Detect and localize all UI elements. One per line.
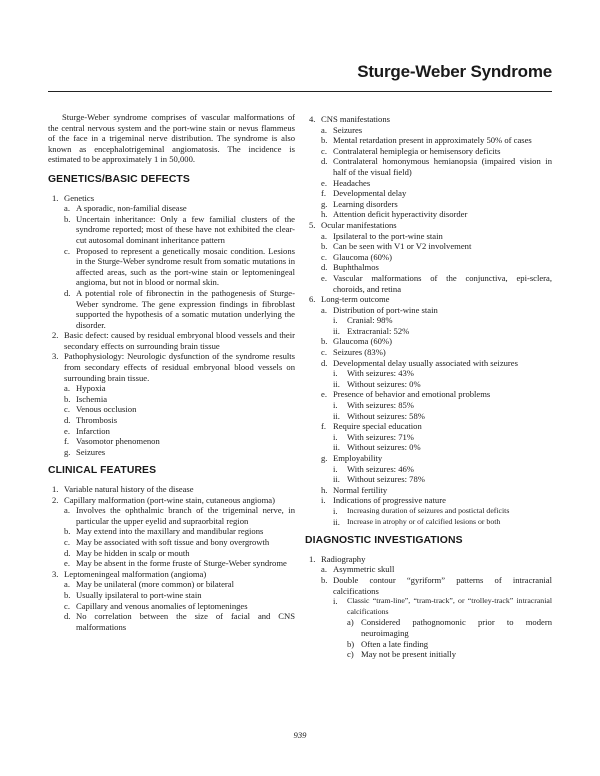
list-item (305, 453, 552, 464)
list-text: Uncertain inheritance: Only a few familial clusters of the syndrome reported; most of these have not exhibited the clear-cut autosomal dominant inheritance pattern (76, 213, 295, 245)
section-heading: GENETICS/BASIC DEFECTS (48, 173, 190, 185)
list-text: Employability (333, 453, 383, 463)
list-text: Ipsilateral to the port-wine stain (333, 230, 443, 241)
list-text: Vasomotor phenomenon (76, 436, 160, 447)
list-text: CNS manifestations (321, 114, 390, 124)
section-heading: DIAGNOSTIC INVESTIGATIONS (305, 535, 463, 547)
list-marker: d. (321, 262, 328, 273)
list-item (305, 178, 552, 189)
list-text: Ischemia (76, 393, 108, 404)
list-text: Without seizures: 58% (347, 410, 425, 421)
list-text: Genetics (64, 192, 95, 203)
list-text: Considered pathognomonic prior to modern neuroimaging (361, 617, 552, 638)
list-text: Pathophysiology: Neurologic dysfunction of the syndrome results from secondary effects of residual embryonal blood vessels on surrounding brain tissue. (64, 351, 295, 383)
list-marker: i. (333, 368, 338, 379)
list-text: May be hidden in scalp or mouth (76, 547, 190, 558)
list-marker: f. (64, 436, 70, 447)
list-item (48, 394, 295, 405)
list-item (305, 432, 552, 443)
list-marker: c. (321, 251, 327, 262)
list-text: Double contour “gyriform” patterns of intracranial calcifications (333, 574, 552, 596)
list-marker: 6. (309, 294, 316, 305)
list-marker: b. (64, 393, 71, 404)
right-list (305, 114, 552, 660)
list-text: A sporadic, non-familial disease (76, 203, 187, 214)
list-item (305, 315, 552, 326)
list-marker: e. (64, 558, 70, 569)
list-text: Seizures (333, 124, 363, 135)
list-item (48, 495, 295, 506)
list-item (48, 569, 295, 580)
list-marker: 1. (309, 553, 316, 564)
list-marker: 3. (52, 568, 59, 579)
list-text: Glaucoma (60%) (333, 336, 392, 347)
list-text: Radiography (321, 553, 366, 564)
list-text: Contralateral homonymous hemianopsia (impaired vision in half of the visual field) (333, 156, 552, 177)
list-item (305, 474, 552, 485)
list-item (48, 351, 295, 383)
list-marker: d. (64, 547, 71, 558)
list-marker: ii. (333, 325, 340, 336)
list-text: Contralateral hemiplegia or hemisensory deficits (333, 145, 501, 156)
list-text: Variable natural history of the disease (64, 484, 194, 494)
list-text: Normal fertility (333, 484, 388, 495)
list-item (305, 617, 552, 638)
list-item (305, 464, 552, 475)
list-text: Increase in atrophy or of calcified lesions or both (347, 516, 501, 526)
list-item (48, 484, 295, 495)
list-marker: d. (321, 156, 328, 167)
list-marker: c) (347, 649, 354, 660)
list-item (305, 209, 552, 220)
list-item (305, 135, 552, 146)
list-item (48, 383, 295, 394)
list-marker: f. (321, 188, 327, 199)
list-text: Ocular manifestations (321, 219, 397, 230)
list-marker: b. (321, 135, 328, 146)
list-item (48, 415, 295, 426)
list-text: Proposed to represent a genetically mosaic condition. Lesions in the Sturge-Weber syndrome result from somatic mutations in affected areas, such as the port-wine stain or leptomeningeal angioma, but not in blood or normal skin. (76, 245, 295, 288)
list-marker: ii. (333, 474, 340, 485)
list-text: Without seizures: 0% (347, 442, 421, 453)
list-marker: c. (321, 347, 327, 358)
list-item (48, 203, 295, 214)
list-item (305, 596, 552, 617)
list-text: Increasing duration of seizures and postictal deficits (347, 505, 510, 515)
list-marker: b. (64, 526, 71, 537)
list-item (305, 220, 552, 231)
list-item (305, 575, 552, 596)
list-marker: d. (64, 611, 71, 622)
list-marker: c. (64, 600, 70, 611)
list-marker: h. (321, 484, 328, 495)
list-text: With seizures: 85% (347, 400, 414, 411)
list-marker: e. (64, 425, 70, 436)
list-item (305, 273, 552, 294)
list-text: Distribution of port-wine stain (333, 304, 438, 315)
list-text: Indications of progressive nature (333, 495, 446, 506)
left-list (48, 175, 295, 632)
list-marker: a. (321, 230, 327, 241)
list-marker: a. (321, 564, 327, 575)
list-marker: c. (64, 536, 70, 547)
list-item (305, 554, 552, 565)
list-marker: d. (64, 415, 71, 426)
list-text: Mental retardation present in approximately 50% of cases (333, 135, 532, 146)
list-item (48, 526, 295, 537)
list-marker: b) (347, 638, 355, 649)
list-marker: a. (64, 203, 70, 214)
list-marker: a. (321, 124, 327, 135)
list-text: Presence of behavior and emotional problems (333, 389, 491, 400)
list-item (305, 639, 552, 650)
list-item (305, 368, 552, 379)
list-text: Without seizures: 78% (347, 474, 425, 485)
list-item (305, 421, 552, 432)
list-text: Headaches (333, 177, 371, 188)
list-text: Developmental delay usually associated with seizures (333, 357, 518, 368)
list-item (48, 214, 295, 246)
list-text: May be unilateral (more common) or bilateral (76, 579, 234, 590)
list-item (48, 288, 295, 330)
list-item (305, 389, 552, 400)
list-item (305, 379, 552, 390)
list-text: Without seizures: 0% (347, 378, 421, 389)
list-text: May be associated with soft tissue and bony overgrowth (76, 536, 270, 547)
list-marker: i. (333, 505, 338, 516)
list-item (48, 558, 295, 569)
list-marker: e. (321, 272, 327, 283)
list-item (305, 347, 552, 358)
list-item (305, 326, 552, 337)
list-text: Hypoxia (76, 383, 106, 394)
list-item (48, 590, 295, 601)
list-item (48, 601, 295, 612)
list-text: Learning disorders (333, 198, 398, 209)
list-item (305, 564, 552, 575)
list-marker: 1. (52, 192, 59, 203)
page-number: 939 (293, 730, 307, 740)
list-item (305, 231, 552, 242)
list-marker: h. (321, 209, 328, 220)
list-text: Venous occlusion (76, 404, 137, 415)
list-item (305, 400, 552, 411)
list-marker: e. (321, 389, 327, 400)
list-marker: e. (321, 177, 327, 188)
list-item (305, 442, 552, 453)
list-marker: 2. (52, 494, 59, 505)
list-marker: a) (347, 617, 354, 628)
list-item (305, 649, 552, 660)
list-text: Extracranial: 52% (347, 325, 410, 336)
list-item (48, 436, 295, 447)
list-item (305, 294, 552, 305)
list-marker: 5. (309, 219, 316, 230)
list-marker: g. (64, 446, 71, 457)
list-text: Attention deficit hyperactivity disorder (333, 209, 468, 220)
list-text: A potential role of fibronectin in the pathogenesis of Sturge-Weber syndrome. The gene expression findings in fibroblast supported the hypothesis of a somatic mutation underlying the disorder. (76, 287, 295, 330)
list-text: Developmental delay (333, 188, 407, 199)
list-text: Cranial: 98% (347, 315, 393, 326)
list-text: Infarction (76, 425, 110, 436)
list-marker: 1. (52, 484, 59, 494)
list-text: Require special education (333, 421, 422, 432)
right-column (305, 114, 552, 660)
list-marker: 2. (52, 330, 59, 341)
list-item (48, 404, 295, 415)
list-marker: ii. (333, 410, 340, 421)
list-marker: a. (321, 304, 327, 315)
list-item (305, 485, 552, 496)
list-item (305, 241, 552, 252)
list-text: Seizures (76, 446, 106, 457)
list-marker: ii. (333, 442, 340, 453)
list-item (48, 330, 295, 351)
list-marker: i. (321, 495, 326, 506)
list-marker: g. (321, 453, 328, 463)
list-text: May be absent in the forme fruste of Sturge-Weber syndrome (76, 558, 287, 569)
list-item (305, 199, 552, 210)
list-item (48, 426, 295, 437)
list-item (48, 537, 295, 548)
list-marker: b. (321, 574, 328, 585)
list-text: Seizures (83%) (333, 347, 386, 358)
list-text: Thrombosis (76, 415, 118, 426)
list-item (48, 611, 295, 632)
list-text: May not be present initially (361, 649, 456, 660)
list-marker: b. (64, 213, 71, 224)
list-marker: i. (333, 400, 338, 411)
list-marker: b. (64, 589, 71, 600)
list-item (48, 548, 295, 559)
list-marker: i. (333, 315, 338, 326)
list-marker: a. (64, 505, 70, 516)
list-item (48, 579, 295, 590)
list-marker: 4. (309, 114, 316, 124)
list-marker: b. (321, 336, 328, 347)
list-item (305, 262, 552, 273)
list-text: Often a late finding (361, 638, 429, 649)
list-text: Buphthalmos (333, 262, 379, 273)
list-item (305, 495, 552, 506)
list-item (305, 156, 552, 177)
list-item (48, 193, 295, 204)
list-text: Capillary and venous anomalies of leptomeninges (76, 600, 248, 611)
list-text: Classic “tram-line”, “tram-track”, or “trolley-track” intracranial calcifications (347, 596, 552, 616)
list-marker: i. (333, 463, 338, 474)
list-text: No correlation between the size of facial and CNS malformations (76, 611, 295, 632)
list-text: Asymmetric skull (333, 564, 395, 575)
list-text: May extend into the maxillary and mandibular regions (76, 526, 264, 537)
list-marker: f. (321, 421, 327, 432)
list-marker: c. (321, 145, 327, 156)
list-item (305, 411, 552, 422)
list-text: Usually ipsilateral to port-wine stain (76, 589, 202, 600)
title-rule (48, 91, 552, 92)
list-marker: 3. (52, 351, 59, 362)
list-marker: c. (64, 245, 70, 256)
list-marker: c. (64, 404, 70, 415)
list-marker: ii. (333, 516, 340, 527)
list-item (305, 252, 552, 263)
list-item (305, 358, 552, 369)
list-text: Involves the ophthalmic branch of the trigeminal nerve, in particular the upper eyelid and supraorbital region (76, 505, 295, 526)
list-item (305, 188, 552, 199)
list-item (48, 447, 295, 458)
list-marker: a. (64, 579, 70, 590)
list-item (48, 505, 295, 526)
list-item (305, 506, 552, 517)
list-text: Leptomeningeal malformation (angioma) (64, 568, 207, 579)
list-text: With seizures: 43% (347, 368, 414, 379)
list-item (305, 517, 552, 528)
list-item (305, 146, 552, 157)
list-item (305, 125, 552, 136)
list-marker: i. (333, 596, 338, 607)
page-title: Sturge-Weber Syndrome (357, 62, 552, 81)
list-text: Basic defect: caused by residual embryonal blood vessels and their secondary effects on surrounding brain tissue (64, 330, 295, 351)
list-text: Capillary malformation (port-wine stain, cutaneous angioma) (64, 494, 275, 505)
section-heading: CLINICAL FEATURES (48, 465, 157, 477)
list-item (48, 246, 295, 288)
list-marker: a. (64, 383, 70, 394)
list-text: Long-term outcome (321, 294, 390, 305)
list-marker: d. (64, 287, 71, 298)
list-item (305, 305, 552, 316)
list-text: With seizures: 71% (347, 431, 414, 442)
left-column (48, 112, 295, 632)
list-text: With seizures: 46% (347, 463, 414, 474)
list-marker: d. (321, 357, 328, 368)
intro-paragraph: Sturge-Weber syndrome comprises of vascular malformations of the central nervous system and the port-wine stain or nevus flammeus of the face in a trigeminal nerve distribution. The syndrome is also known as encephalotrigeminal angiomatosis. The incidence is estimated to be approximately 1 in 50,000. (48, 112, 295, 165)
list-marker: i. (333, 431, 338, 442)
list-text: Can be seen with V1 or V2 involvement (333, 241, 472, 252)
list-marker: ii. (333, 378, 340, 389)
list-item (305, 114, 552, 125)
list-marker: g. (321, 198, 328, 209)
list-item (305, 336, 552, 347)
list-marker: b. (321, 241, 328, 252)
list-text: Vascular malformations of the conjunctiva, epi-sclera, choroids, and retina (333, 272, 552, 294)
list-text: Glaucoma (60%) (333, 251, 392, 262)
